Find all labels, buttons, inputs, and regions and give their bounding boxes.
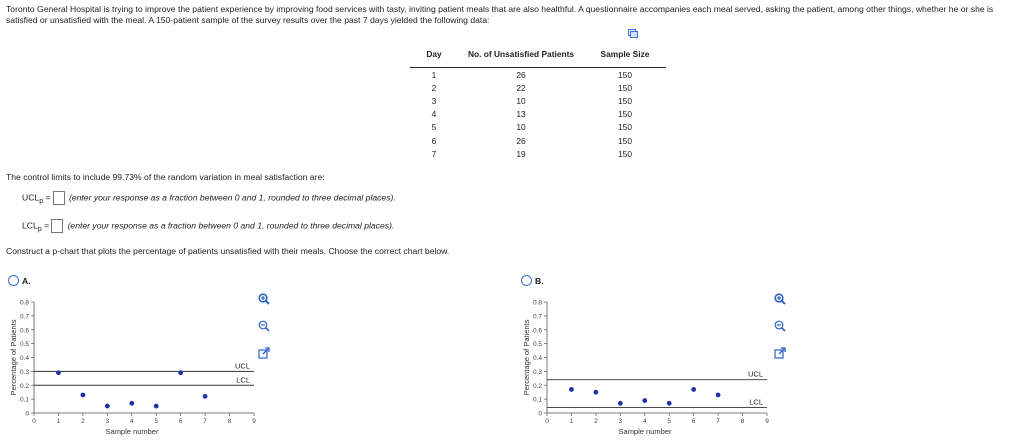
y-tick-label: 0.8 xyxy=(19,299,29,307)
data-point xyxy=(569,387,574,392)
cell-size: 150 xyxy=(618,135,632,146)
y-tick-label: 0.1 xyxy=(532,396,542,404)
x-tick-label: 4 xyxy=(129,418,134,425)
header-day: Day xyxy=(410,40,458,68)
x-tick-label: 9 xyxy=(252,418,256,425)
data-point xyxy=(716,393,721,398)
data-point xyxy=(154,404,159,409)
x-tick-label: 1 xyxy=(56,418,61,425)
cell-day: 4 xyxy=(431,109,437,120)
x-tick-label: 6 xyxy=(178,418,183,425)
ucl-row xyxy=(22,191,396,205)
table-row xyxy=(410,147,666,160)
table-row xyxy=(410,121,666,134)
lcl-equals: = xyxy=(44,220,50,231)
cell-unsatisfied: 13 xyxy=(516,109,526,120)
cell-unsatisfied: 26 xyxy=(516,69,526,80)
y-tick-label: 0.4 xyxy=(532,355,542,362)
cell-unsatisfied: 19 xyxy=(516,148,526,159)
chart-a-tools xyxy=(258,293,272,374)
cell-day: 2 xyxy=(431,82,437,93)
ucl-hint: (enter your response as a fraction between 0 and 1, rounded to three decimal places). xyxy=(69,192,396,203)
data-point xyxy=(56,370,61,375)
y-tick-label: 0.5 xyxy=(532,341,542,349)
x-tick-label: 2 xyxy=(81,418,85,425)
x-tick-label: 5 xyxy=(154,418,159,425)
data-point xyxy=(105,404,110,409)
construct-instruction: Construct a p-chart that plots the percentage of patients unsatisfied with their meals. Choose the correct chart below. xyxy=(6,246,450,256)
y-tick-label: 0.4 xyxy=(19,355,29,362)
ucl-input[interactable] xyxy=(53,191,65,205)
y-tick-label: 0.1 xyxy=(19,396,29,404)
data-point xyxy=(691,387,696,392)
data-point xyxy=(618,401,623,406)
data-point xyxy=(203,394,208,399)
y-axis-label: Percentage of Patients xyxy=(9,319,18,396)
y-axis-label: Percentage of Patients xyxy=(522,319,531,396)
data-table xyxy=(410,40,666,160)
y-tick-label: 0.6 xyxy=(19,327,29,335)
cell-day: 7 xyxy=(431,148,437,159)
x-tick-label: 3 xyxy=(618,418,623,425)
y-tick-label: 0.6 xyxy=(532,327,542,335)
lcl-label: LCL xyxy=(22,220,38,231)
cell-unsatisfied: 10 xyxy=(516,122,526,133)
option-b-radio[interactable] xyxy=(521,275,544,286)
x-axis-label: Sample number xyxy=(618,427,672,436)
x-tick-label: 8 xyxy=(740,418,745,425)
copy-data-icon[interactable] xyxy=(628,29,638,38)
y-tick-label: 0 xyxy=(538,410,542,418)
ucl-label: UCL xyxy=(234,361,250,371)
data-point xyxy=(593,390,598,395)
x-tick-label: 3 xyxy=(105,418,110,425)
y-tick-label: 0.2 xyxy=(532,382,542,390)
header-sample-size: Sample Size xyxy=(584,40,666,68)
cell-size: 150 xyxy=(618,148,632,159)
zoom-out-icon[interactable] xyxy=(258,320,270,332)
y-tick-label: 0.7 xyxy=(19,313,29,321)
x-tick-label: 9 xyxy=(765,418,769,425)
data-point xyxy=(129,401,134,406)
chart-b-tools xyxy=(774,293,788,374)
table-row xyxy=(410,94,666,107)
cell-unsatisfied: 22 xyxy=(516,82,526,93)
y-tick-label: 0.5 xyxy=(19,341,29,349)
y-tick-label: 0.2 xyxy=(19,382,29,390)
ucl-label: UCL xyxy=(22,192,40,203)
cell-day: 5 xyxy=(431,122,437,133)
option-a-radio[interactable] xyxy=(8,275,31,286)
cell-size: 150 xyxy=(618,109,632,120)
x-tick-label: 1 xyxy=(569,418,574,425)
chart-option-b xyxy=(521,290,781,440)
table-row xyxy=(410,68,666,82)
cell-day: 6 xyxy=(431,135,437,146)
lcl-row xyxy=(22,219,394,233)
y-tick-label: 0.7 xyxy=(532,313,542,321)
x-tick-label: 4 xyxy=(642,418,647,425)
cell-unsatisfied: 10 xyxy=(516,95,526,106)
x-tick-label: 7 xyxy=(203,418,207,425)
radio-circle-icon xyxy=(521,275,532,286)
cell-size: 150 xyxy=(618,69,632,80)
x-tick-label: 7 xyxy=(716,418,720,425)
y-tick-label: 0 xyxy=(25,410,29,418)
ucl-label: UCL xyxy=(747,369,763,379)
problem-statement: Toronto General Hospital is trying to improve the patient experience by improving food services with tasty, inviting patient meals that are also healthful. A questionnaire accompanies each meal served, asking the patient, among other things, whether he or she is satisfied or unsatisfied with the meal. A 150-patient sample of the survey results over the past 7 days yielded the following data: xyxy=(6,4,994,25)
y-tick-label: 0.8 xyxy=(532,299,542,307)
x-tick-label: 6 xyxy=(691,418,696,425)
x-tick-label: 8 xyxy=(227,418,232,425)
cell-unsatisfied: 26 xyxy=(516,135,526,146)
lcl-input[interactable] xyxy=(51,219,63,233)
option-b-label: B. xyxy=(535,275,544,286)
data-point xyxy=(642,398,647,403)
cell-size: 150 xyxy=(618,122,632,133)
lcl-label: LCL xyxy=(749,397,763,407)
open-new-window-icon[interactable] xyxy=(258,347,270,359)
lcl-label: LCL xyxy=(236,375,250,385)
zoom-out-icon[interactable] xyxy=(774,320,786,332)
zoom-in-icon[interactable] xyxy=(774,293,786,305)
radio-circle-icon xyxy=(8,275,19,286)
data-point xyxy=(80,393,85,398)
open-new-window-icon[interactable] xyxy=(774,347,786,359)
lcl-subscript: p xyxy=(37,224,42,233)
limits-intro: The control limits to include 99.73% of the random variation in meal satisfaction are: xyxy=(6,172,325,182)
cell-day: 3 xyxy=(431,95,437,106)
data-point xyxy=(667,401,672,406)
ucl-equals: = xyxy=(45,192,51,203)
header-unsatisfied: No. of Unsatisfied Patients xyxy=(458,40,584,68)
x-tick-label: 0 xyxy=(32,418,36,425)
x-tick-label: 2 xyxy=(594,418,598,425)
table-row xyxy=(410,108,666,121)
zoom-in-icon[interactable] xyxy=(258,293,270,305)
cell-day: 1 xyxy=(431,69,437,80)
table-row xyxy=(410,81,666,94)
lcl-hint: (enter your response as a fraction between 0 and 1, rounded to three decimal places). xyxy=(67,220,395,231)
data-point xyxy=(178,370,183,375)
x-tick-label: 0 xyxy=(545,418,549,425)
chart-option-a xyxy=(8,290,268,440)
table-row xyxy=(410,134,666,147)
y-tick-label: 0.3 xyxy=(532,368,542,376)
ucl-subscript: p xyxy=(39,196,44,205)
cell-size: 150 xyxy=(618,82,632,93)
option-a-label: A. xyxy=(22,275,31,286)
y-tick-label: 0.3 xyxy=(19,368,29,376)
x-axis-label: Sample number xyxy=(105,427,159,436)
x-tick-label: 5 xyxy=(667,418,672,425)
cell-size: 150 xyxy=(618,95,632,106)
